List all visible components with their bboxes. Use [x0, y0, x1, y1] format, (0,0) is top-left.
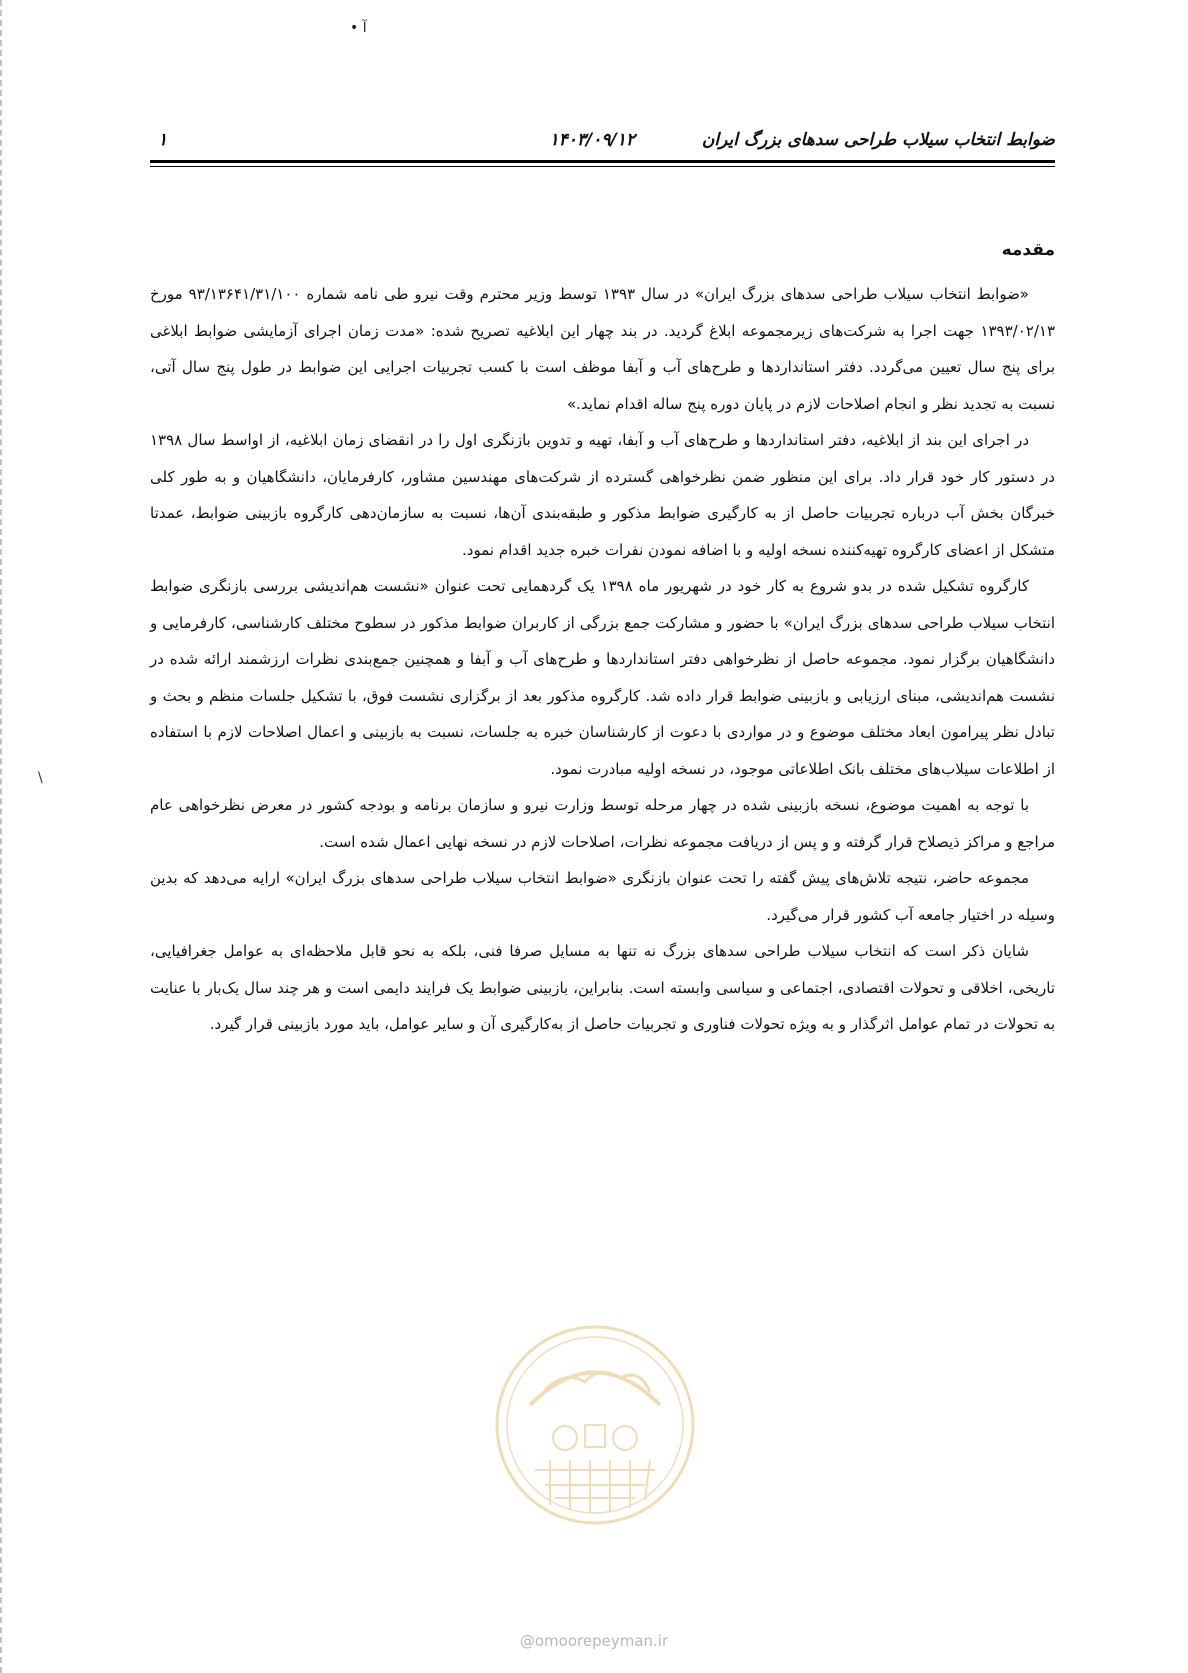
header-date: ۱۴۰۳/۰۹/۱۲ — [549, 130, 635, 150]
paragraph: شایان ذکر است که انتخاب سیلاب طراحی سدهای بزرگ نه تنها به مسایل صرفا فنی، بلکه به نحو قابل ملاحظه‌ای به عوامل جغرافیایی، تاریخی، اخلاقی و تحولات اقتصادی، اجتماعی و سیاسی وابسته است. بنابراین، بازبینی ضوابط یک فرایند دایمی است و هر چند سال یک‌بار با عنایت به تحولات در تمام عوامل اثرگذار و به ویژه تحولات فناوری و تجربیات حاصل از به‌کارگیری آن و سایر عوامل، باید مورد بازبینی قرار گیرد. — [150, 942, 1055, 1033]
paragraph: کارگروه تشکیل شده در بدو شروع به کار خود در شهریور ماه ۱۳۹۸ یک گردهمایی تحت عنوان «نشست هم‌اندیشی بررسی بازنگری ضوابط انتخاب سیلاب طراحی سدهای بزرگ ایران» با حضور و مشارکت جمع بزرگی از کاربران ضوابط مذکور در سطوح مختلف کارشناسی، کارفرمایی و دانشگاهیان برگزار نمود. مجموعه حاصل از نظرخواهی دفتر استانداردها و طرح‌های آب و آبفا و همچنین جمع‌بندی نظرات ارزشمند ارائه شده در نشست هم‌اندیشی، مبنای ارزیابی و بازبینی ضوابط قرار داده شد. کارگروه مذکور بعد از برگزاری نشست فوق، با تشکیل جلسات منظم و بحث و تبادل نظر پیرامون ابعاد مختلف موضوع و در مواردی با دعوت از کارشناسان خبره به جلسات، نسبت به بازبینی و اعمال اصلاحات لازم با استفاده از اطلاعات سیلاب‌های مختلف بانک اطلاعاتی موجود، در نسخه اولیه مبادرت نمود. — [150, 577, 1055, 778]
top-scan-marks: • آ — [350, 20, 367, 36]
paragraph: با توجه به اهمیت موضوع، نسخه بازبینی شده در چهار مرحله توسط وزارت نیرو و سازمان برنامه و بودجه کشور در معرض نظرخواهی عام مراجع و مراکز ذیصلاح قرار گرفته و و پس از دریافت مجموعه نظرات، اصلاحات لازم در نسخه نهایی اعمال شده است. — [150, 796, 1055, 851]
section-heading: مقدمه — [1001, 240, 1055, 260]
paragraph: مجموعه حاضر، نتیجه تلاش‌های پیش گفته را تحت عنوان بازنگری «ضوابط انتخاب سیلاب طراحی سدهای بزرگ ایران» ارایه می‌دهد که بدین وسیله در اختیار جامعه آب کشور قرار می‌گیرد. — [150, 869, 1055, 924]
scan-edge-artifact — [0, 0, 8, 1673]
paragraph: «ضوابط انتخاب سیلاب طراحی سدهای بزرگ ایران» در سال ۱۳۹۳ توسط وزیر محترم وقت نیرو طی نامه شماره ۹۳/۱۳۶۴۱/۳۱/۱۰۰ مورخ ۱۳۹۳/۰۲/۱۳ جهت اجرا به شرکت‌های زیرمجموعه ابلاغ گردید. در بند چهار این ابلاغیه تصریح شده: «مدت زمان اجرای آزمایشی ضوابط ابلاغی برای پنج سال تعیین می‌گردد. دفتر استانداردها و طرح‌های آب و آبفا موظف است با کسب تجربیات اجرایی این ضوابط در طول پنج سال آتی، نسبت به تجدید نظر و انجام اصلاحات لازم در پایان دوره پنج ساله اقدام نماید.» — [150, 285, 1055, 413]
document-body — [150, 238, 1055, 1043]
header-rule-thin — [150, 166, 1055, 167]
watermark-seal-logo — [490, 1320, 700, 1530]
header-rule-thick — [150, 160, 1055, 163]
paragraph: در اجرای این بند از ابلاغیه، دفتر استانداردها و طرح‌های آب و آبفا، تهیه و تدوین بازنگری اول را در انقضای زمان ابلاغیه، از اواسط سال ۱۳۹۸ در دستور کار خود قرار داد. برای این منظور ضمن نظرخواهی گسترده از شرکت‌های مهندسین مشاور، کارفرمایان، دانشگاهیان و به طور کلی خبرگان بخش آب درباره تجربیات حاصل از به کارگیری ضوابط مذکور و طبقه‌بندی آن‌ها، نسبت به سازمان‌دهی کارگروه بازبینی ضوابط، عمدتا متشکل از اعضای کارگروه تهیه‌کننده نسخه اولیه و با اضافه نمودن نفرات خبره جدید اقدام نمود. — [150, 431, 1055, 559]
page-header — [150, 130, 1055, 158]
header-title: ضوابط انتخاب سیلاب طراحی سدهای بزرگ ایران — [701, 130, 1055, 150]
margin-tick-mark: \ — [38, 770, 43, 786]
footer-website: @omoorepeyman.ir — [519, 1632, 669, 1650]
page-number: ۱ — [158, 130, 168, 150]
